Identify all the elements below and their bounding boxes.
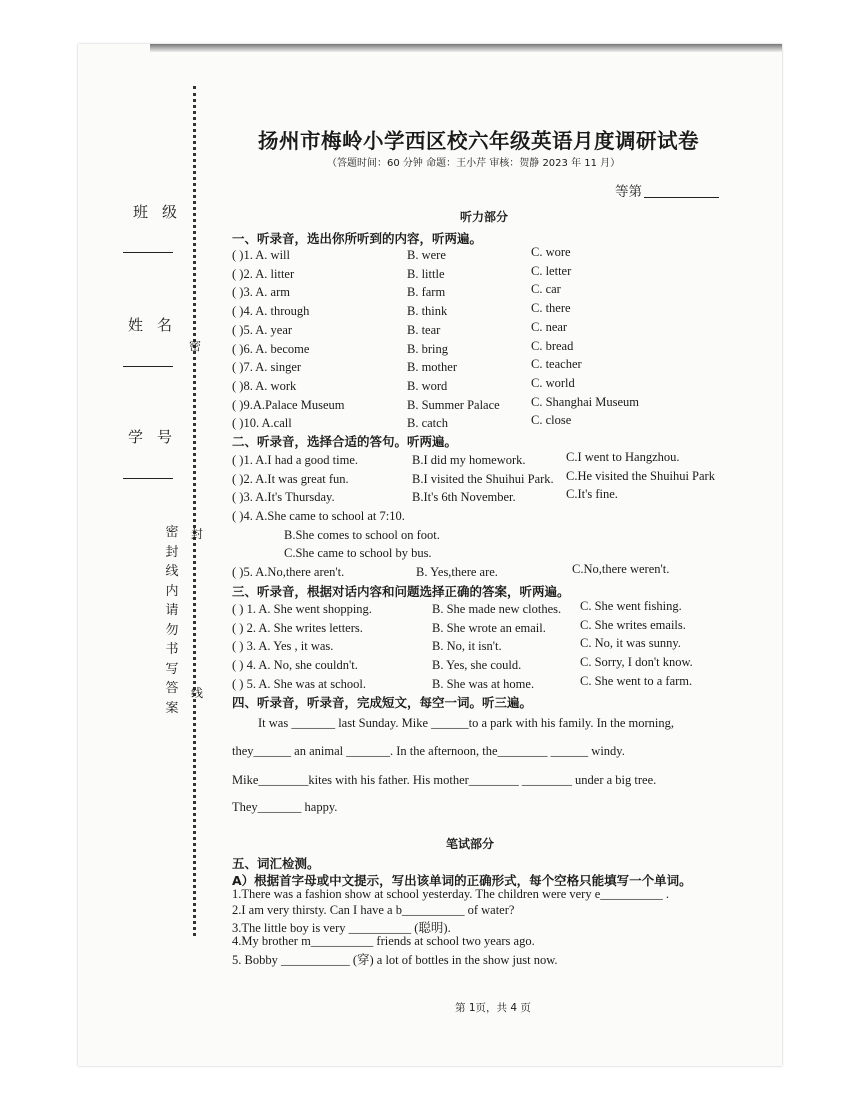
seal-xian-char: 线	[191, 686, 204, 700]
s1-q3-option-c: C. car	[531, 282, 561, 297]
s1-q9-option-c: C. Shanghai Museum	[531, 394, 639, 409]
cloze-line-4[interactable]: They_______ happy.	[232, 800, 338, 814]
s1-q10-option-c: C. close	[531, 413, 572, 428]
s1-q3-option-b: B. farm	[407, 285, 446, 300]
s1-q10-option-b: B. catch	[407, 416, 448, 431]
s3-q2-option-a[interactable]: ( ) 2. A. She writes letters.	[232, 620, 363, 635]
seal-dotted-line	[193, 86, 196, 936]
section-3-heading: 三、听录音，根据对话内容和问题选择正确的答案，听两遍。	[232, 584, 570, 599]
s1-q6-option-b: B. bring	[407, 341, 448, 356]
s1-q1-option-c: C. wore	[531, 245, 571, 259]
section-5-heading: 五、词汇检测。	[232, 856, 320, 871]
s1-q4-option-c: C. there	[531, 301, 571, 316]
s1-q9-option-b: B. Summer Palace	[407, 397, 500, 412]
s1-q7-option-a[interactable]: ( )7. A. singer	[232, 360, 302, 375]
s1-q2-option-b: B. little	[407, 266, 445, 281]
s1-q3-option-a[interactable]: ( )3. A. arm	[232, 285, 290, 300]
s3-q4-option-c: C. Sorry, I don't know.	[580, 655, 693, 670]
s2-q1-option-c: C.I went to Hangzhou.	[566, 450, 680, 464]
s1-q6-option-c: C. bread	[531, 338, 574, 353]
vocab-item-4[interactable]: 4.My brother m__________ friends at school two years ago.	[232, 934, 535, 948]
s2-q5-option-a: ( )5. A.No,there aren't.	[232, 565, 345, 579]
vocab-item-1[interactable]: 1.There was a fashion show at school yesterday. The children were very e__________ .	[232, 887, 670, 901]
s2-q1-option-a[interactable]: ( )1. A.I had a good time.	[232, 453, 359, 467]
s2-q5-option-c: C.No,there weren't.	[572, 562, 670, 576]
s1-q5-option-c: C. near	[531, 319, 568, 334]
s1-q8-option-b: B. word	[407, 378, 448, 393]
s3-q5-option-b: B. She was at home.	[432, 676, 535, 691]
s3-q3-option-a[interactable]: ( ) 3. A. Yes , it was.	[232, 639, 334, 654]
s3-q5-option-c: C. She went to a farm.	[580, 673, 693, 688]
s2-q3-option-c: C.It's fine.	[566, 487, 618, 502]
s1-q2-option-a[interactable]: ( )2. A. litter	[232, 266, 295, 281]
paper-top-edge	[150, 44, 782, 52]
class-blank[interactable]	[123, 252, 173, 253]
seal-warning-vertical: 密封线内请勿书写答案	[165, 525, 179, 716]
student-id-blank[interactable]	[123, 478, 173, 479]
s1-q5-option-a[interactable]: ( )5. A. year	[232, 322, 293, 337]
exam-subtitle: （答题时间：60 分钟 命题：王小芹 审核：贺静 2023 年 11 月）	[327, 158, 621, 169]
written-heading: 笔试部分	[446, 837, 495, 851]
s3-q2-option-b: B. She wrote an email.	[432, 620, 546, 635]
s2-q2-option-b: B.I visited the Shuihui Park.	[412, 471, 554, 486]
name-blank[interactable]	[123, 366, 173, 367]
s1-q9-option-a[interactable]: ( )9.A.Palace Museum	[232, 397, 345, 412]
s2-q4-option-c: C.She came to school by bus.	[284, 546, 432, 560]
class-label: 班级	[133, 203, 192, 221]
s2-q3-option-a[interactable]: ( )3. A.It's Thursday.	[232, 490, 335, 505]
s1-q8-option-c: C. world	[531, 375, 575, 390]
grade-rank-label: 等第	[615, 184, 642, 200]
s3-q4-option-b: B. Yes, she could.	[432, 658, 522, 673]
s2-q1-option-b: B.I did my homework.	[412, 453, 526, 467]
vocab-item-3[interactable]: 3.The little boy is very __________ (聪明).	[232, 921, 451, 935]
s3-q3-option-b: B. No, it isn't.	[432, 639, 502, 654]
vocab-item-2[interactable]: 2.I am very thirsty. Can I have a b__________ of water?	[232, 903, 515, 917]
page-footer: 第 1页，共 4 页	[455, 1002, 531, 1014]
s2-q2-option-c: C.He visited the Shuihui Park	[566, 468, 715, 483]
s3-q1-option-a[interactable]: ( ) 1. A. She went shopping.	[232, 602, 372, 616]
s1-q4-option-b: B. think	[407, 304, 448, 319]
student-id-label: 学号	[128, 428, 187, 446]
s3-q5-option-a[interactable]: ( ) 5. A. She was at school.	[232, 676, 367, 691]
grade-rank	[615, 180, 719, 200]
s1-q2-option-c: C. letter	[531, 263, 572, 278]
s3-q3-option-c: C. No, it was sunny.	[580, 636, 681, 651]
s1-q4-option-a[interactable]: ( )4. A. through	[232, 304, 310, 319]
section-4-heading: 四、听录音，听录音，完成短文，每空一词。听三遍。	[232, 695, 533, 710]
seal-feng-char: 封	[191, 527, 204, 541]
name-label: 姓名	[128, 316, 187, 334]
s1-q7-option-c: C. teacher	[531, 357, 582, 372]
section-2-heading: 二、听录音，选择合适的答句。听两遍。	[232, 434, 458, 449]
s2-q3-option-b: B.It's 6th November.	[412, 490, 516, 505]
s3-q1-option-b: B. She made new clothes.	[432, 602, 562, 616]
exam-title: 扬州市梅岭小学西区校六年级英语月度调研试卷	[258, 129, 699, 153]
s1-q1-option-a[interactable]: ( )1. A. will	[232, 248, 290, 262]
cloze-line-1[interactable]: It was _______ last Sunday. Mike ______to a park with his family. In the morning,	[258, 716, 675, 730]
s3-q2-option-c: C. She writes emails.	[580, 617, 686, 632]
s1-q8-option-a[interactable]: ( )8. A. work	[232, 378, 297, 393]
cloze-line-2[interactable]: they______ an animal _______. In the afternoon, the________ ______ windy.	[232, 744, 625, 758]
cloze-line-3[interactable]: Mike________kites with his father. His mother________ ________ under a big tree.	[232, 773, 657, 787]
s3-q4-option-a[interactable]: ( ) 4. A. No, she couldn't.	[232, 658, 358, 673]
seal-mi-char: 密	[189, 339, 202, 353]
grade-rank-blank[interactable]	[644, 197, 719, 198]
section-1-heading: 一、听录音，选出你所听到的内容，听两遍。	[232, 231, 483, 246]
s2-q4-option-b: B.She comes to school on foot.	[284, 528, 440, 542]
s1-q7-option-b: B. mother	[407, 360, 457, 375]
listening-heading: 听力部分	[460, 210, 509, 224]
s2-q5-option-b: B. Yes,there are.	[416, 565, 498, 579]
s1-q5-option-b: B. tear	[407, 322, 441, 337]
s2-q2-option-a[interactable]: ( )2. A.It was great fun.	[232, 471, 349, 486]
s1-q1-option-b: B. were	[407, 248, 446, 262]
s2-q4-option-a[interactable]: ( )4. A.She came to school at 7:10.	[232, 509, 405, 524]
section-5-instruction: A）根据首字母或中文提示，写出该单词的正确形式，每个空格只能填写一个单词。	[232, 873, 692, 888]
s3-q1-option-c: C. She went fishing.	[580, 599, 682, 613]
s1-q10-option-a[interactable]: ( )10. A.call	[232, 416, 292, 431]
s1-q6-option-a[interactable]: ( )6. A. become	[232, 341, 310, 356]
vocab-item-5[interactable]: 5. Bobby ___________ (穿) a lot of bottles in the show just now.	[232, 953, 558, 967]
